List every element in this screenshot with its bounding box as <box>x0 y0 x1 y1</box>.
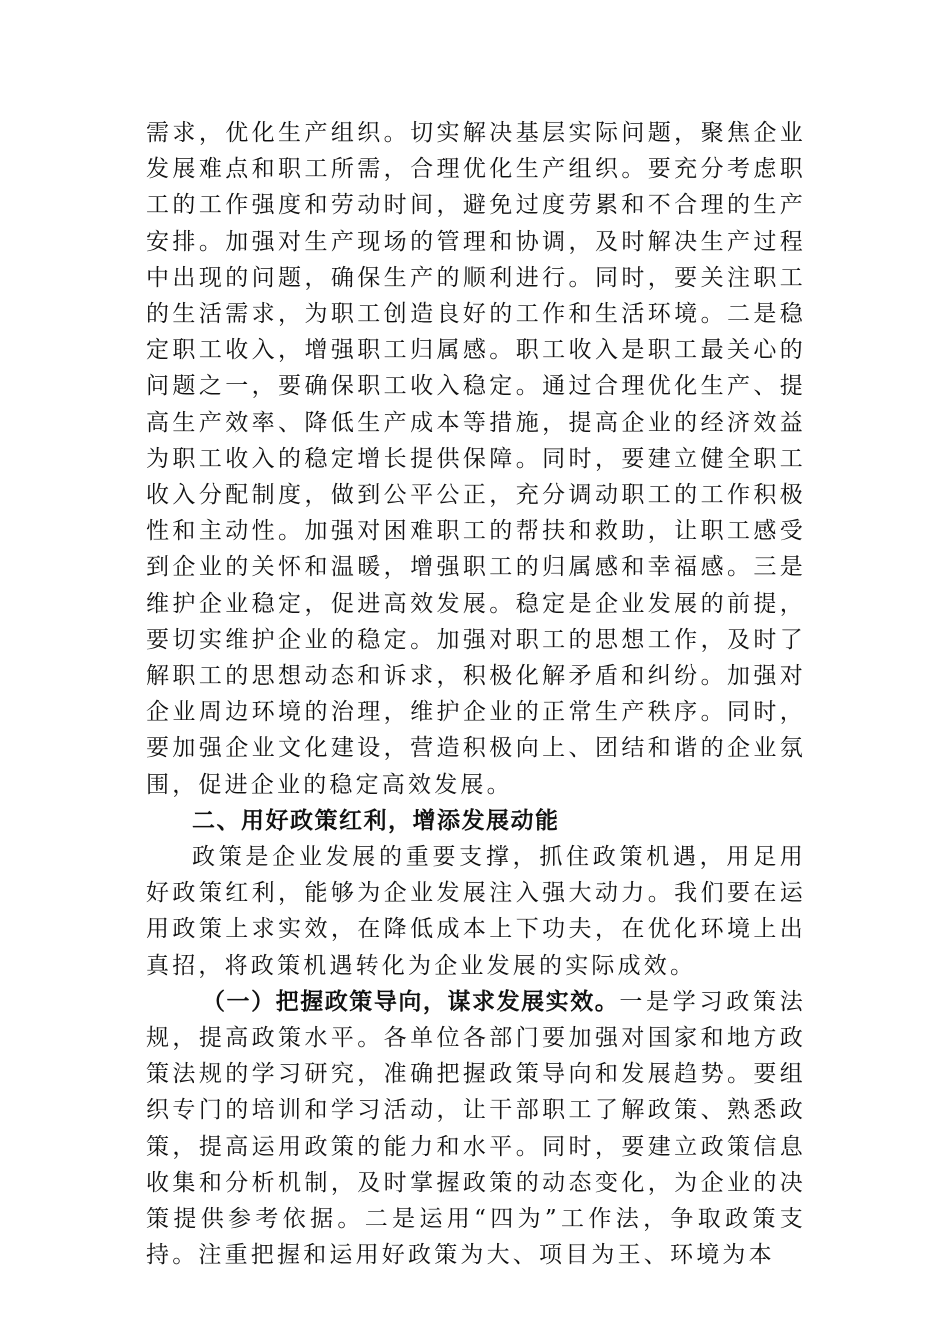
section-heading-text: 二、用好政策红利，增添发展动能 <box>192 807 560 834</box>
paragraph-policy-guidance-body: 一是学习政策法规，提高政策水平。各单位各部门要加强对国家和地方政策法规的学习研究，准确把握政策导向和发展趋势。要组织专门的培训和学习活动，让干部职工了解政策、熟悉政策，提高运用政策的能力和水平。同时，要建立政策信息收集和分析机制，及时掌握政策的动态变化，为企业的决策提供参考依据。二是运用“四为”工作法，争取政策支持。注重把握和运用好政策为大、项目为王、环境为本 <box>146 988 806 1269</box>
section-heading-policy-dividends <box>146 803 806 839</box>
paragraph-policy-intro: 政策是企业发展的重要支撑，抓住政策机遇，用足用好政策红利，能够为企业发展注入强大动力。我们要在运用政策上求实效，在降低成本上下功夫，在优化环境上出真招，将政策机遇转化为企业发展的实际成效。 <box>146 844 806 979</box>
document-body <box>146 115 806 1274</box>
subsection-heading: （一）把握政策导向，谋求发展实效。 <box>202 988 620 1015</box>
paragraph-stable-employment: 需求，优化生产组织。切实解决基层实际问题，聚焦企业发展难点和职工所需，合理优化生产组织。要充分考虑职工的工作强度和劳动时间，避免过度劳累和不合理的生产安排。加强对生产现场的管理和协调，及时解决生产过程中出现的问题，确保生产的顺利进行。同时，要关注职工的生活需求，为职工创造良好的工作和生活环境。二是稳定职工收入，增强职工归属感。职工收入是职工最关心的问题之一，要确保职工收入稳定。通过合理优化生产、提高生产效率、降低生产成本等措施，提高企业的经济效益为职工收入的稳定增长提供保障。同时，要建立健全职工收入分配制度，做到公平公正，充分调动职工的工作积极性和主动性。加强对困难职工的帮扶和救助，让职工感受到企业的关怀和温暖，增强职工的归属感和幸福感。三是维护企业稳定，促进高效发展。稳定是企业发展的前提，要切实维护企业的稳定。加强对职工的思想工作，及时了解职工的思想动态和诉求，积极化解矛盾和纠纷。加强对企业周边环境的治理，维护企业的正常生产秩序。同时，要加强企业文化建设，营造积极向上、团结和谐的企业氛围，促进企业的稳定高效发展。 <box>146 120 806 798</box>
paragraph-policy-guidance <box>146 984 806 1274</box>
